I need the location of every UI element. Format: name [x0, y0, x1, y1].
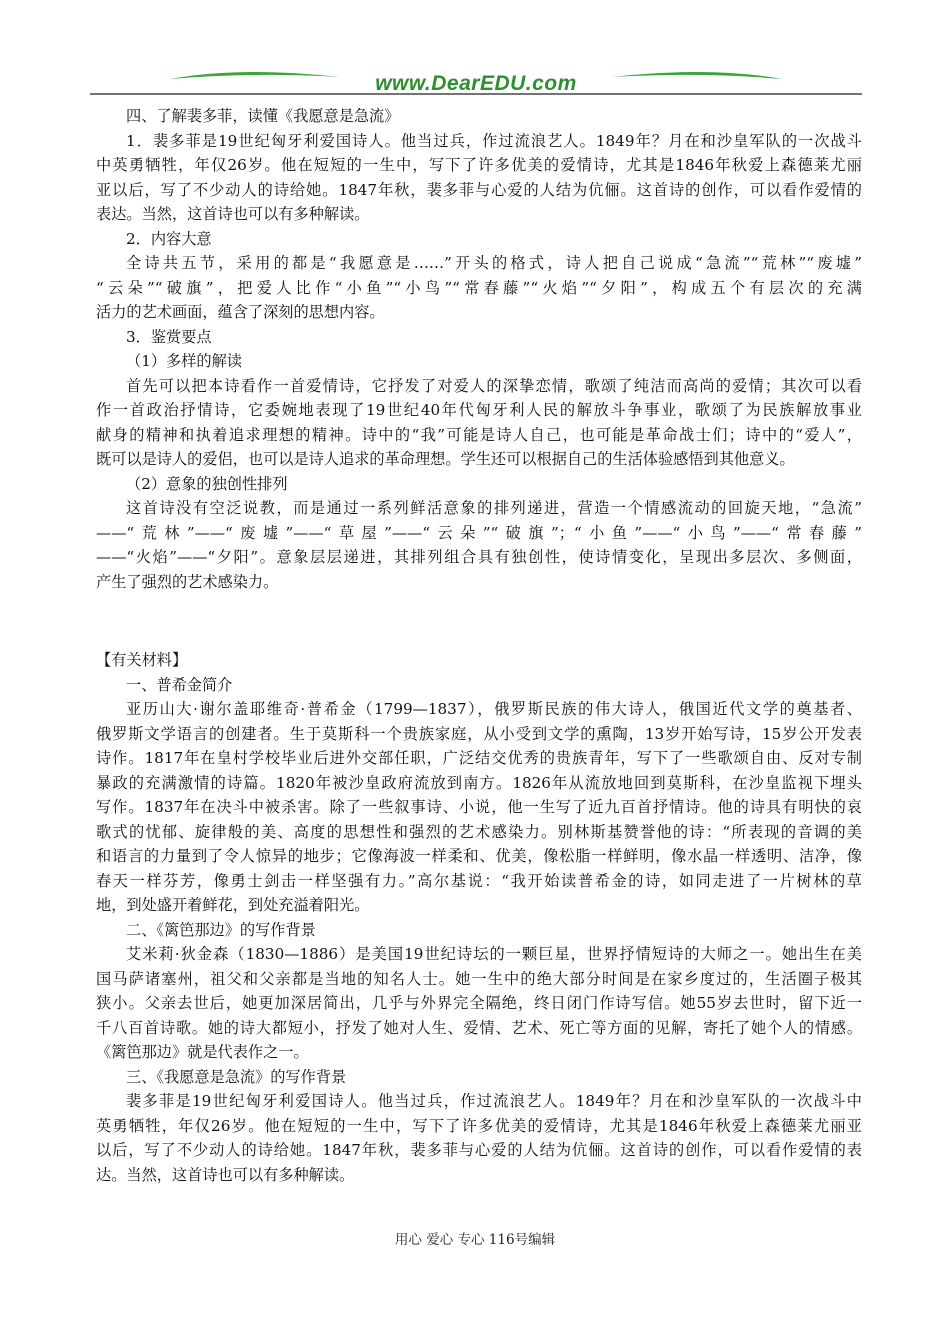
paragraph-line: 1．裴多菲是19世纪匈牙利爱国诗人。他当过兵，作过流浪艺人。1849年？月在和沙皇军队的一次战斗: [126, 131, 862, 150]
paragraph-line: 千八百首诗歌。她的诗大都短小，抒发了她对人生、爱情、艺术、死亡等方面的见解，寄托了她个人的情感。: [96, 1018, 862, 1037]
paragraph-line: 全诗共五节，采用的都是“我愿意是……”开头的格式，诗人把自己说成“急流”“荒林”“废墟”: [126, 254, 862, 272]
paragraph-line: 裴多菲是19世纪匈牙利爱国诗人。他当过兵，作过流浪艺人。1849年？月在和沙皇军队的一次战斗中: [126, 1092, 862, 1110]
paragraph-line: 艾米莉·狄金森（1830—1886）是美国19世纪诗坛的一颗巨星，世界抒情短诗的大师之一。她出生在美: [126, 945, 862, 963]
subheading: 三、《我愿意是急流》的写作背景: [126, 1067, 347, 1086]
paragraph-line: 以后，写了不少动人的诗给她。1847年秋，裴多菲与心爱的人结为伉俪。这首诗的创作，可以看作爱情的表: [96, 1141, 862, 1159]
site-name: www.DearEDU.com: [375, 72, 577, 95]
paragraph-line: 英勇牺牲，年仅26岁。他在短短的一生中，写下了许多优美的爱情诗，尤其是1846年秋爱上森德莱尤丽亚: [96, 1116, 862, 1135]
materials-title: 【有关材料】: [96, 651, 188, 669]
subheading: （2）意象的独创性排列: [126, 474, 288, 493]
paragraph-line: 表达。当然，这首诗也可以有多种解读。: [96, 205, 370, 223]
paragraph-line: 歌式的忧郁、旋律般的美、高度的思想性和强烈的艺术感染力。别林斯基赞誉他的诗：“所表现的音调的美: [96, 822, 862, 841]
paragraph-line: “云朵”“破旗”，把爱人比作“小鱼”“小鸟”“常春藤”“火焰”“夕阳”，构成五个有层次的充满: [96, 278, 862, 297]
paragraph-line: 《篱笆那边》就是代表作之一。: [96, 1043, 309, 1061]
subheading: 二、《篱笆那边》的写作背景: [126, 920, 316, 939]
paragraph-line: 这首诗没有空泛说教，而是通过一系列鲜活意象的排列递进，营造一个情感流动的回旋天地，“急流”: [126, 499, 862, 517]
paragraph-line: 中英勇牺牲，年仅26岁。他在短短的一生中，写下了许多优美的爱情诗，尤其是1846年秋爱上森德莱尤丽: [96, 156, 862, 174]
paragraph-line: 写作。1837年在决斗中被杀害。除了一些叙事诗、小说，他一生写了近九百首抒情诗。他的诗具有明快的哀: [96, 798, 862, 816]
paragraph-line: 献身的精神和执着追求理想的精神。诗中的“我”可能是诗人自己，也可能是革命战士们；诗中的“爱人”，: [96, 425, 862, 444]
paragraph-line: 地，到处盛开着鲜花，到处充溢着阳光。: [96, 896, 370, 914]
paragraph-line: 俄罗斯文学语言的创建者。生于莫斯科一个贵族家庭，从小受到文学的熏陶，13岁开始写诗，15岁公开发表: [96, 724, 862, 743]
paragraph-line: 亚历山大·谢尔盖耶维奇·普希金（1799—1837），俄罗斯民族的伟大诗人，俄国近代文学的奠基者、: [126, 700, 862, 718]
paragraph-line: 作一首政治抒情诗，它委婉地表现了19世纪40年代匈牙利人民的解放斗争事业，歌颂了为民族解放事业: [96, 401, 862, 419]
paragraph-line: 首先可以把本诗看作一首爱情诗，它抒发了对爱人的深挚恋情，歌颂了纯洁而高尚的爱情；其次可以看: [126, 376, 862, 395]
paragraph-line: ——“火焰”——“夕阳”。意象层层递进，其排列组合具有独创性，使诗情变化，呈现出多层次、多侧面，: [96, 548, 862, 566]
paragraph-line: 既可以是诗人的爱侣，也可以是诗人追求的革命理想。学生还可以根据自己的生活体验感悟到其他意义。: [96, 450, 795, 468]
paragraph-line: 国马萨诸塞州，祖父和父亲都是当地的知名人士。她一生中的绝大部分时间是在家乡度过的，生活圈子极其: [96, 969, 862, 988]
paragraph-line: 活力的艺术画面，蕴含了深刻的思想内容。: [96, 303, 385, 321]
subheading: 2．内容大意: [126, 229, 212, 248]
subheading: 一、普希金简介: [126, 675, 233, 694]
paragraph-line: ——“荒林”——“废墟”——“草屋”——“云朵”“破旗”；“小鱼”——“小鸟”——“常春藤”: [96, 523, 862, 542]
paragraph-line: 诗作。1817年在皇村学校毕业后进外交部任职，广泛结交优秀的贵族青年，写下了一些歌颂自由、反对专制: [96, 749, 862, 767]
paragraph-line: 和语言的力量到了令人惊异的地步；它像海波一样柔和、优美，像松脂一样鲜明，像水晶一样透明、洁净，像: [96, 847, 862, 865]
subheading: （1）多样的解读: [126, 352, 242, 370]
document-body: [96, 104, 862, 1187]
paragraph-line: 产生了强烈的艺术感染力。: [96, 572, 279, 591]
paragraph-line: 达。当然，这首诗也可以有多种解读。: [96, 1165, 355, 1184]
paragraph-line: 亚以后，写了不少动人的诗给她。1847年秋，裴多菲与心爱的人结为伉俪。这首诗的创作，可以看作爱情的: [96, 180, 862, 199]
subheading: 3．鉴赏要点: [126, 327, 212, 346]
paragraph-line: 春天一样芬芳，像勇士剑击一样坚强有力。”高尔基说：“我开始读普希金的诗，如同走进了一片树林的草: [96, 871, 862, 890]
section-heading: 四、了解裴多菲，读懂《我愿意是急流》: [126, 107, 400, 125]
paragraph-line: 暴政的充满激情的诗篇。1820年被沙皇政府流放到南方。1826年从流放地回到莫斯科，在沙皇监视下埋头: [96, 773, 862, 792]
site-header: [90, 66, 862, 106]
page-footer: 用心 爱心 专心 116号编辑: [394, 1232, 556, 1248]
spacer: [96, 594, 862, 648]
paragraph-line: 狭小。父亲去世后，她更加深居简出，几乎与外界完全隔绝，终日闭门作诗写信。她55岁去世时，留下近一: [96, 994, 862, 1012]
